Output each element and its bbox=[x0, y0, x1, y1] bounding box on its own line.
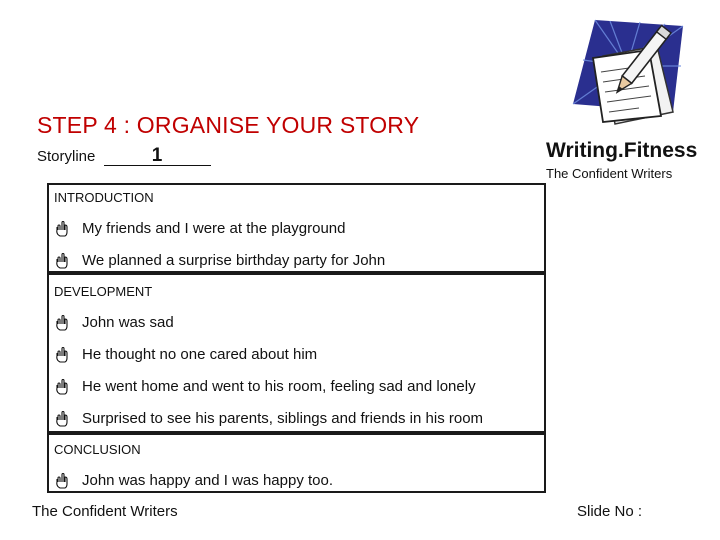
list-item-text: Surprised to see his parents, siblings and friends in his room bbox=[82, 410, 484, 427]
conclusion-section bbox=[47, 433, 546, 493]
list-item bbox=[55, 314, 174, 331]
list-item bbox=[55, 410, 483, 427]
introduction-heading: INTRODUCTION bbox=[54, 190, 154, 205]
list-item bbox=[55, 220, 345, 237]
introduction-section bbox=[47, 183, 546, 273]
footer-brand: The Confident Writers bbox=[32, 503, 178, 520]
conclusion-heading: CONCLUSION bbox=[54, 442, 141, 457]
slide-number-label: Slide No : bbox=[577, 503, 643, 520]
list-item-text: He went home and went to his room, feeling sad and lonely bbox=[82, 378, 476, 395]
list-item bbox=[55, 346, 317, 363]
writing-hand-icon bbox=[55, 315, 69, 331]
writing-hand-icon bbox=[55, 411, 69, 427]
writing-hand-icon bbox=[55, 379, 69, 395]
pencil-writing-paper-icon bbox=[565, 16, 687, 128]
list-item bbox=[55, 378, 476, 395]
list-item bbox=[55, 472, 333, 489]
development-section bbox=[47, 273, 546, 433]
writing-hand-icon bbox=[55, 473, 69, 489]
writing-hand-icon bbox=[55, 221, 69, 237]
brand-name: Writing.Fitness bbox=[546, 139, 698, 162]
brand-tagline: The Confident Writers bbox=[546, 166, 673, 181]
list-item-text: We planned a surprise birthday party for John bbox=[82, 252, 386, 269]
storyline-label: Storyline bbox=[37, 148, 96, 165]
list-item bbox=[55, 252, 385, 269]
writing-hand-icon bbox=[55, 347, 69, 363]
list-item-text: My friends and I were at the playground bbox=[82, 220, 346, 237]
writing-hand-icon bbox=[55, 253, 69, 269]
list-item-text: He thought no one cared about him bbox=[82, 346, 318, 363]
storyline-value: 1 bbox=[104, 147, 211, 166]
list-item-text: John was sad bbox=[82, 314, 174, 331]
page-title: STEP 4 : ORGANISE YOUR STORY bbox=[37, 112, 420, 138]
storyline-line bbox=[37, 147, 211, 166]
development-heading: DEVELOPMENT bbox=[54, 284, 153, 299]
list-item-text: John was happy and I was happy too. bbox=[82, 472, 334, 489]
